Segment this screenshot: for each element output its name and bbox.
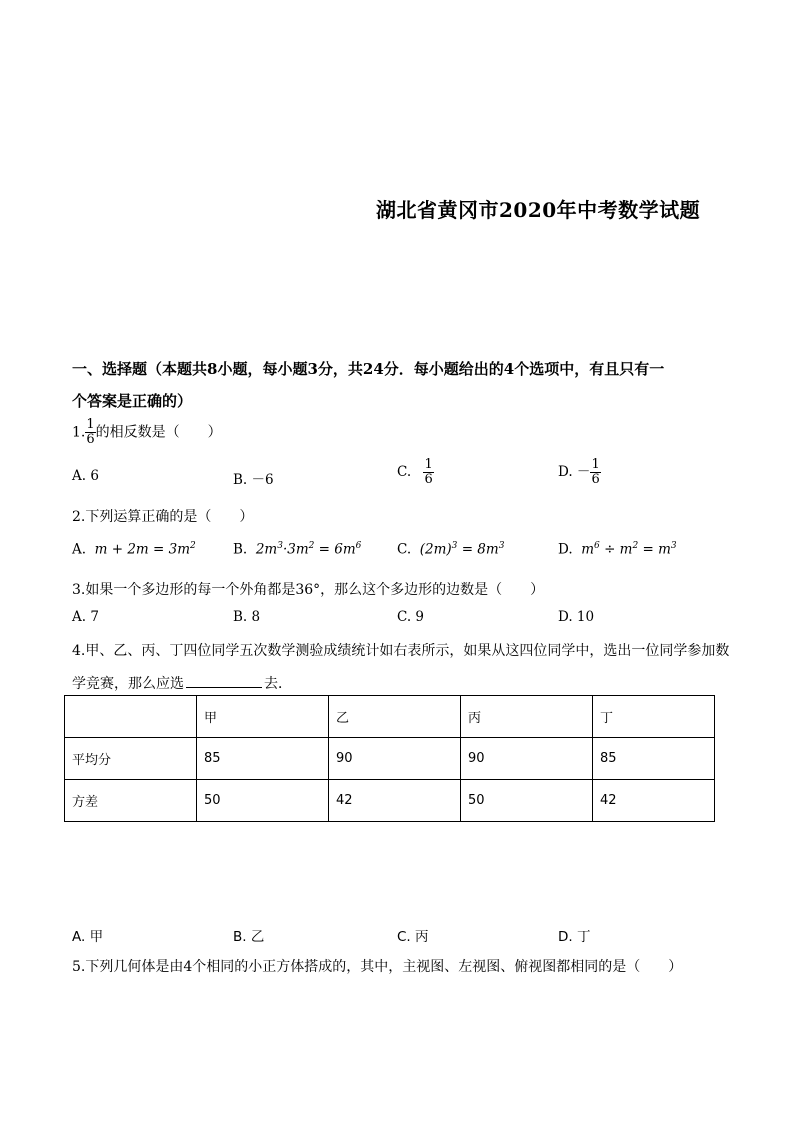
q2-option-c: C. $(2m)^3 = 8m^3$ bbox=[397, 541, 505, 558]
q4-option-c: C. 丙 bbox=[397, 929, 429, 945]
q1-option-d: D. － $\frac{1}{6}$ bbox=[558, 457, 600, 487]
table-row bbox=[65, 780, 715, 822]
q1-option-b: B. －6 bbox=[233, 472, 274, 488]
table-header-cell: 丙 bbox=[461, 696, 593, 738]
table-cell: 85 bbox=[197, 738, 329, 780]
q3-option-a: A. 7 bbox=[72, 609, 99, 625]
table-header-cell: 丁 bbox=[593, 696, 715, 738]
q4-option-d: D. 丁 bbox=[558, 929, 591, 945]
question-1 bbox=[72, 418, 222, 447]
table-cell: 50 bbox=[461, 780, 593, 822]
question-1-fraction: $\frac{1}{6}$ bbox=[86, 417, 95, 447]
section-heading-line2: 个答案是正确的） bbox=[72, 392, 193, 410]
q2-option-b: B. $2m^3\cdot 3m^2 = 6m^6$ bbox=[233, 541, 362, 558]
section-heading-line1: 一、选择题（本题共8小题，每小题3分，共24分．每小题给出的4个选项中，有且只有一 bbox=[72, 360, 665, 378]
table-header-cell: 甲 bbox=[197, 696, 329, 738]
q4-option-a: A. 甲 bbox=[72, 929, 104, 945]
table-cell: 42 bbox=[329, 780, 461, 822]
table-cell: 平均分 bbox=[65, 738, 197, 780]
question-1-number: 1. bbox=[72, 424, 86, 441]
table-cell: 85 bbox=[593, 738, 715, 780]
question-5-stem: 5.下列几何体是由4个相同的小正方体搭成的，其中，主视图、左视图、俯视图都相同的是（ ） bbox=[72, 959, 683, 975]
table-header-cell bbox=[65, 696, 197, 738]
q3-option-b: B. 8 bbox=[233, 609, 261, 625]
question-3-stem: 3.如果一个多边形的每一个外角都是36°，那么这个多边形的边数是（ ） bbox=[72, 582, 545, 598]
table-cell: 50 bbox=[197, 780, 329, 822]
table-cell: 90 bbox=[329, 738, 461, 780]
question-4-line1: 4.甲、乙、丙、丁四位同学五次数学测验成绩统计如右表所示，如果从这四位同学中，选出一位同学参加数 bbox=[72, 643, 730, 659]
answer-blank bbox=[186, 675, 262, 688]
table-cell: 42 bbox=[593, 780, 715, 822]
question-2-stem: 2.下列运算正确的是（ ） bbox=[72, 509, 254, 525]
table-header-row bbox=[65, 696, 715, 738]
table-row bbox=[65, 738, 715, 780]
q2-option-a: A. $m + 2m = 3m^2$ bbox=[72, 541, 196, 558]
page-title: 湖北省黄冈市2020年中考数学试题 bbox=[376, 198, 701, 222]
question-1-stem: 的相反数是（ ） bbox=[95, 424, 222, 441]
q2-option-d: D. $m^6 \div m^2 = m^3$ bbox=[558, 541, 677, 558]
table-header-cell: 乙 bbox=[329, 696, 461, 738]
table-cell: 90 bbox=[461, 738, 593, 780]
q3-option-d: D. 10 bbox=[558, 609, 595, 625]
q1-option-a: A. 6 bbox=[72, 468, 99, 484]
q3-option-c: C. 9 bbox=[397, 609, 425, 625]
q4-option-b: B. 乙 bbox=[233, 929, 265, 945]
score-table bbox=[64, 695, 715, 822]
question-4-line2: 学竞赛，那么应选 去． bbox=[72, 676, 292, 692]
table-cell: 方差 bbox=[65, 780, 197, 822]
q1-option-c: C. $\frac{1}{6}$ bbox=[397, 457, 433, 487]
